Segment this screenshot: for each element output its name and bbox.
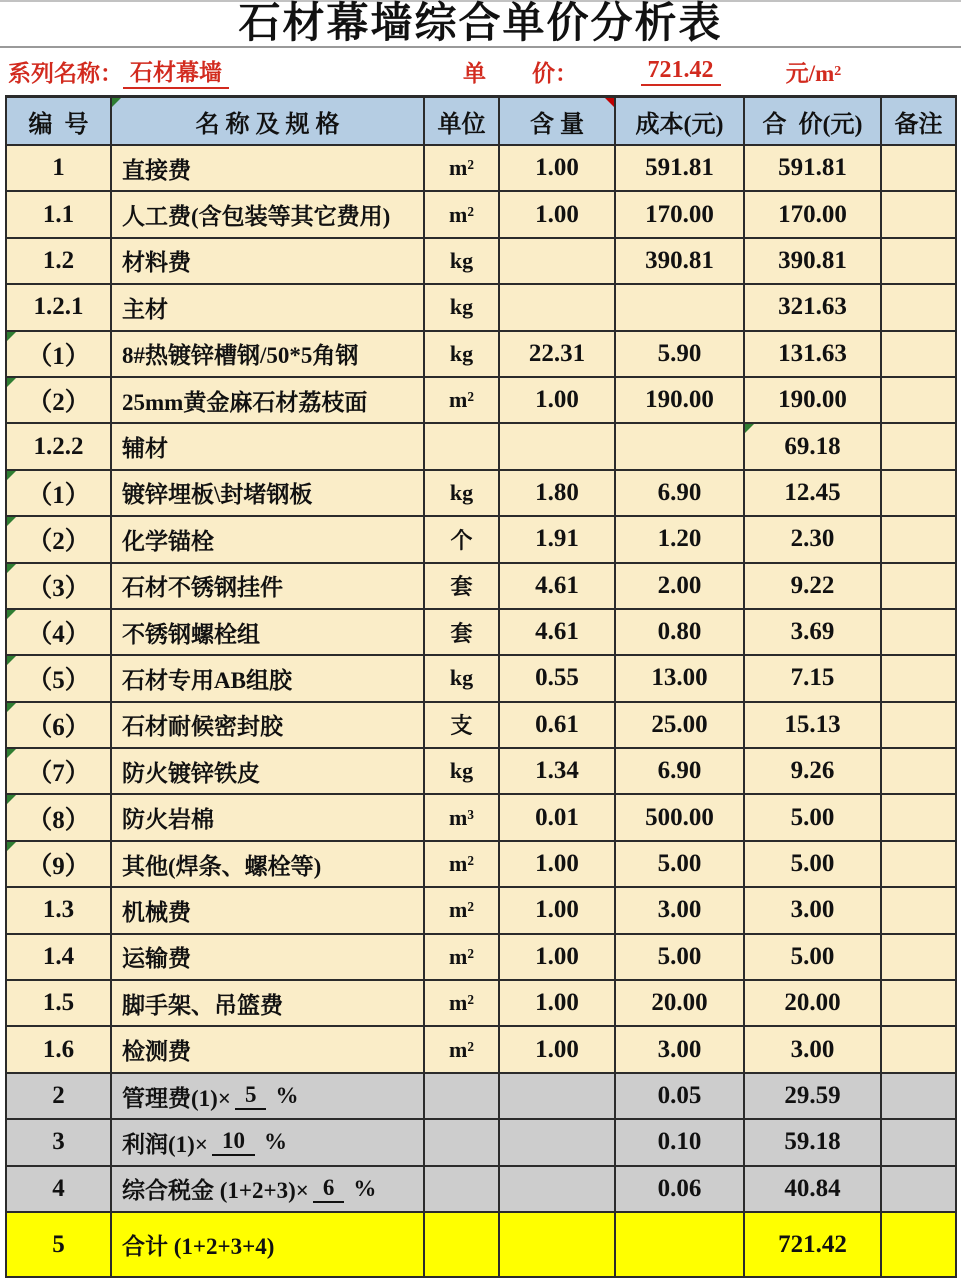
cell-cost: 20.00 [616, 981, 745, 1025]
cell-unit: m² [425, 888, 500, 932]
cell-name: 脚手架、吊篮费 [112, 981, 425, 1025]
cell-total: 591.81 [745, 146, 882, 190]
unit-price-value: 721.42 [616, 48, 745, 95]
cell-no: 1 [7, 146, 112, 190]
page-title: 石材幕墙综合单价分析表 [238, 1, 723, 47]
cell-unit: m² [425, 935, 500, 979]
cell-cost: 3.00 [616, 888, 745, 932]
cell-qty: 1.00 [500, 935, 616, 979]
table-row [7, 562, 955, 608]
cell-no: （4） [7, 610, 112, 654]
cell-no: 1.4 [7, 935, 112, 979]
cell-cost: 6.90 [616, 471, 745, 515]
cell-total: 5.00 [745, 935, 882, 979]
cell-total: 321.63 [745, 285, 882, 329]
cell-cost: 500.00 [616, 795, 745, 839]
cell-unit: 支 [425, 703, 500, 747]
table-row [7, 422, 955, 468]
col-header-total: 合 价(元) [745, 98, 882, 144]
cell-qty: 0.55 [500, 656, 616, 700]
cell-note [882, 795, 955, 839]
cell-unit: kg [425, 285, 500, 329]
cell-total: 3.00 [745, 1027, 882, 1071]
cell-name: 石材专用AB组胶 [112, 656, 425, 700]
cell-cost: 6.90 [616, 749, 745, 793]
cell-name: 人工费(含包装等其它费用) [112, 192, 425, 236]
cell-qty: 0.01 [500, 795, 616, 839]
cell-qty: 4.61 [500, 564, 616, 608]
cell-no: 1.3 [7, 888, 112, 932]
cell-name: 材料费 [112, 239, 425, 283]
table-row [7, 1072, 955, 1118]
error-indicator-icon [7, 842, 16, 851]
table-row [7, 933, 955, 979]
cell-cost: 5.00 [616, 935, 745, 979]
table-row [7, 840, 955, 886]
cell-no: （5） [7, 656, 112, 700]
table-header-row [7, 98, 955, 144]
cell-name: 不锈钢螺栓组 [112, 610, 425, 654]
series-name-value: 石材幕墙 [123, 54, 229, 89]
cell-name: 直接费 [112, 146, 425, 190]
cell-qty: 1.00 [500, 888, 616, 932]
cell-qty [500, 1167, 616, 1211]
cell-cost: 1.20 [616, 517, 745, 561]
cell-unit [425, 1213, 500, 1276]
col-header-no: 编 号 [7, 98, 112, 144]
cell-note [882, 981, 955, 1025]
cell-no: 2 [7, 1074, 112, 1118]
cell-no: （3） [7, 564, 112, 608]
cell-cost: 25.00 [616, 703, 745, 747]
cell-qty: 1.00 [500, 842, 616, 886]
error-indicator-icon [7, 517, 16, 526]
cell-total: 9.26 [745, 749, 882, 793]
cell-name: 25mm黄金麻石材荔枝面 [112, 378, 425, 422]
cell-no: 1.2 [7, 239, 112, 283]
cell-name: 防火镀锌铁皮 [112, 749, 425, 793]
cell-unit [425, 1167, 500, 1211]
cell-unit [425, 1120, 500, 1164]
cell-note [882, 564, 955, 608]
table-row [7, 376, 955, 422]
cell-note [882, 517, 955, 561]
cell-name: 检测费 [112, 1027, 425, 1071]
table-row [7, 237, 955, 283]
table-row [7, 190, 955, 236]
cell-unit: 套 [425, 610, 500, 654]
cell-qty: 1.00 [500, 1027, 616, 1071]
cell-cost [616, 285, 745, 329]
cell-unit: m³ [425, 795, 500, 839]
cell-qty: 1.00 [500, 378, 616, 422]
cell-cost: 170.00 [616, 192, 745, 236]
col-header-qty: 含 量 [500, 98, 616, 144]
cell-name: 运输费 [112, 935, 425, 979]
cell-qty [500, 239, 616, 283]
cell-name: 化学锚栓 [112, 517, 425, 561]
cell-note [882, 888, 955, 932]
error-indicator-icon [112, 98, 121, 107]
cell-qty: 1.00 [500, 146, 616, 190]
cell-name: 其他(焊条、螺栓等) [112, 842, 425, 886]
cell-note [882, 146, 955, 190]
cell-note [882, 285, 955, 329]
error-indicator-icon [7, 749, 16, 758]
col-header-name: 名 称 及 规 格 [112, 98, 425, 144]
cell-note [882, 656, 955, 700]
cell-name: 镀锌埋板\封堵钢板 [112, 471, 425, 515]
cell-unit: kg [425, 471, 500, 515]
cell-total: 69.18 [745, 424, 882, 468]
cell-no: （1） [7, 471, 112, 515]
cell-total: 721.42 [745, 1213, 882, 1276]
cell-no: （8） [7, 795, 112, 839]
error-indicator-icon [7, 471, 16, 480]
cell-no: 3 [7, 1120, 112, 1164]
series-name-label: 系列名称： [8, 61, 123, 86]
table-row [7, 1025, 955, 1071]
cell-qty [500, 285, 616, 329]
cell-cost: 591.81 [616, 146, 745, 190]
cell-cost: 0.06 [616, 1167, 745, 1211]
cell-unit [425, 1074, 500, 1118]
series-name [0, 48, 425, 95]
error-indicator-icon [7, 795, 16, 804]
cell-note [882, 192, 955, 236]
cell-name: 石材不锈钢挂件 [112, 564, 425, 608]
cell-name: 石材耐候密封胶 [112, 703, 425, 747]
cell-no: （6） [7, 703, 112, 747]
cell-note [882, 239, 955, 283]
cell-cost: 0.80 [616, 610, 745, 654]
cell-qty [500, 1074, 616, 1118]
cell-no: 5 [7, 1213, 112, 1276]
error-indicator-icon [7, 564, 16, 573]
table-row [7, 793, 955, 839]
cell-total: 15.13 [745, 703, 882, 747]
cell-name: 机械费 [112, 888, 425, 932]
cell-note [882, 935, 955, 979]
cell-unit: m² [425, 1027, 500, 1071]
cell-cost: 5.90 [616, 332, 745, 376]
cell-qty: 1.00 [500, 981, 616, 1025]
cell-name: 8#热镀锌槽钢/50*5角钢 [112, 332, 425, 376]
cell-note [882, 1213, 955, 1276]
cell-no: （2） [7, 517, 112, 561]
cell-note [882, 703, 955, 747]
unit-price-unit: 元/m 2 [785, 61, 842, 86]
cell-qty: 1.80 [500, 471, 616, 515]
cell-name: 综合税金 (1+2+3)× 6 % [112, 1167, 425, 1211]
error-indicator-icon [7, 332, 16, 341]
cell-note [882, 471, 955, 515]
cell-total: 3.00 [745, 888, 882, 932]
table-row [7, 330, 955, 376]
cell-total: 29.59 [745, 1074, 882, 1118]
cell-no: 1.5 [7, 981, 112, 1025]
table-row [7, 701, 955, 747]
cell-name: 管理费(1)× 5 % [112, 1074, 425, 1118]
table-row [7, 608, 955, 654]
cell-total: 40.84 [745, 1167, 882, 1211]
cell-no: 1.1 [7, 192, 112, 236]
error-indicator-icon [7, 610, 16, 619]
table-row [7, 1118, 955, 1164]
cell-unit: kg [425, 749, 500, 793]
table-row [7, 979, 955, 1025]
col-header-cost: 成本(元) [616, 98, 745, 144]
table-row [7, 886, 955, 932]
cell-no: （1） [7, 332, 112, 376]
table-body [7, 144, 955, 1276]
cell-cost: 13.00 [616, 656, 745, 700]
cell-total: 3.69 [745, 610, 882, 654]
cell-no: 1.6 [7, 1027, 112, 1071]
cell-qty: 4.61 [500, 610, 616, 654]
cell-no: （2） [7, 378, 112, 422]
cell-no: （7） [7, 749, 112, 793]
table-row [7, 283, 955, 329]
cell-unit: kg [425, 656, 500, 700]
cell-note [882, 332, 955, 376]
cell-note [882, 610, 955, 654]
series-row-spacer [882, 48, 961, 95]
table-row [7, 654, 955, 700]
cell-total: 12.45 [745, 471, 882, 515]
cell-qty: 1.34 [500, 749, 616, 793]
cell-note [882, 1027, 955, 1071]
table-row [7, 144, 955, 190]
cell-total: 190.00 [745, 378, 882, 422]
cell-unit: kg [425, 332, 500, 376]
cell-unit: m² [425, 981, 500, 1025]
cell-cost [616, 1213, 745, 1276]
cell-total: 20.00 [745, 981, 882, 1025]
cell-total: 390.81 [745, 239, 882, 283]
cell-cost: 2.00 [616, 564, 745, 608]
cell-name: 利润(1)× 10 % [112, 1120, 425, 1164]
error-indicator-icon [7, 378, 16, 387]
cell-name: 辅材 [112, 424, 425, 468]
col-header-unit: 单位 [425, 98, 500, 144]
cell-note [882, 378, 955, 422]
cell-qty: 1.91 [500, 517, 616, 561]
cell-total: 131.63 [745, 332, 882, 376]
error-indicator-icon [7, 703, 16, 712]
cell-unit: m² [425, 146, 500, 190]
cell-total: 9.22 [745, 564, 882, 608]
cell-note [882, 749, 955, 793]
cell-total: 59.18 [745, 1120, 882, 1164]
table-row [7, 1211, 955, 1276]
cell-total: 2.30 [745, 517, 882, 561]
cell-cost: 390.81 [616, 239, 745, 283]
cell-name: 合计 (1+2+3+4) [112, 1213, 425, 1276]
cell-unit: kg [425, 239, 500, 283]
cell-total: 5.00 [745, 795, 882, 839]
cell-note [882, 842, 955, 886]
error-indicator-icon [7, 656, 16, 665]
cell-cost: 5.00 [616, 842, 745, 886]
error-indicator-icon [745, 424, 754, 433]
table-row [7, 515, 955, 561]
table-row [7, 747, 955, 793]
cell-no: （9） [7, 842, 112, 886]
cell-total: 170.00 [745, 192, 882, 236]
table-row [7, 469, 955, 515]
cell-total: 7.15 [745, 656, 882, 700]
cell-qty [500, 1213, 616, 1276]
cell-total: 5.00 [745, 842, 882, 886]
cell-note [882, 424, 955, 468]
table-row [7, 1165, 955, 1211]
cell-note [882, 1120, 955, 1164]
cell-qty: 22.31 [500, 332, 616, 376]
cell-cost: 190.00 [616, 378, 745, 422]
col-header-note: 备注 [894, 111, 943, 138]
series-price-row [0, 48, 961, 95]
cell-cost [616, 424, 745, 468]
comment-indicator-icon [605, 98, 614, 107]
cell-note [882, 1074, 955, 1118]
cell-unit: m² [425, 192, 500, 236]
cell-unit: m² [425, 842, 500, 886]
cell-qty: 0.61 [500, 703, 616, 747]
unit-price-label: 单 价： [463, 61, 578, 86]
cell-unit [425, 424, 500, 468]
cell-no: 1.2.2 [7, 424, 112, 468]
cell-qty [500, 424, 616, 468]
cell-cost: 0.10 [616, 1120, 745, 1164]
cell-name: 防火岩棉 [112, 795, 425, 839]
cell-no: 4 [7, 1167, 112, 1211]
cell-qty: 1.00 [500, 192, 616, 236]
cell-qty [500, 1120, 616, 1164]
cell-name: 主材 [112, 285, 425, 329]
cost-table [5, 95, 957, 1278]
cell-unit: 个 [425, 517, 500, 561]
cell-cost: 3.00 [616, 1027, 745, 1071]
cell-note [882, 1167, 955, 1211]
cell-unit: 套 [425, 564, 500, 608]
title-row [0, 0, 961, 48]
cell-cost: 0.05 [616, 1074, 745, 1118]
cell-unit: m² [425, 378, 500, 422]
cell-no: 1.2.1 [7, 285, 112, 329]
